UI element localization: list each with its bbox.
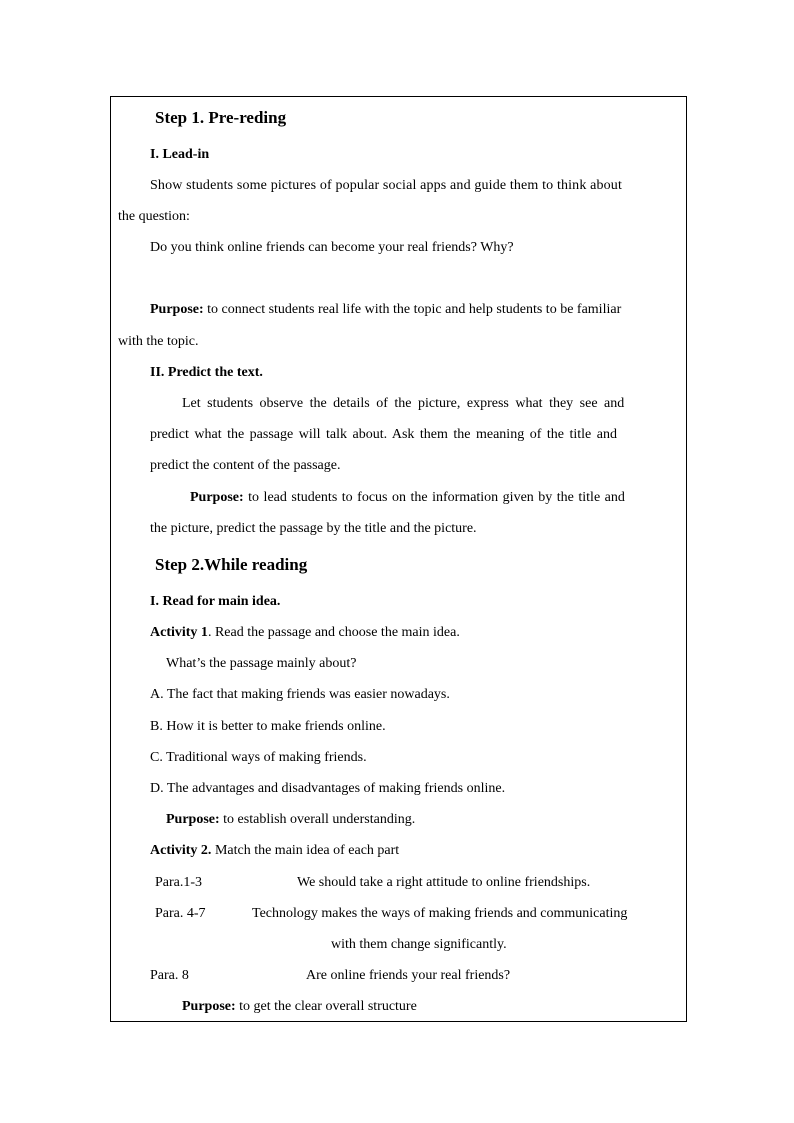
purpose-text: to connect students real life with the topic and help students to be familiar	[207, 302, 622, 317]
match-idea-1: We should take a right attitude to online friendships.	[297, 875, 591, 890]
match-idea-2-cont: with them change significantly.	[331, 937, 507, 952]
predict-line2: predict what the passage will talk about. Ask them the meaning of the title and	[150, 427, 617, 442]
leadin-purpose-line2: with the topic.	[118, 334, 199, 349]
option-c: C. Traditional ways of making friends.	[150, 750, 367, 765]
purpose-text: to lead students to focus on the information given by the title and	[248, 490, 625, 505]
activity2-line	[150, 843, 399, 859]
step1-heading: Step 1. Pre-reding	[155, 108, 287, 127]
purpose-label: Purpose:	[150, 302, 204, 317]
match-para-1: Para.1-3	[155, 875, 203, 890]
main-idea-title: I. Read for main idea.	[150, 594, 281, 609]
predict-title: II. Predict the text.	[150, 365, 263, 380]
match-para-2: Para. 4-7	[155, 906, 206, 921]
match-idea-3: Are online friends your real friends?	[306, 968, 511, 983]
predict-line3: predict the content of the passage.	[150, 458, 341, 473]
activity2-text: Match the main idea of each part	[214, 843, 400, 858]
leadin-line1-text: Show students some pictures of popular social apps and guide them to think about	[150, 178, 622, 193]
leadin-line1	[150, 178, 678, 194]
activity1-question: What’s the passage mainly about?	[166, 656, 357, 671]
purpose-label: Purpose:	[182, 999, 236, 1014]
match-para-3: Para. 8	[150, 968, 189, 983]
leadin-purpose	[150, 302, 621, 318]
match-idea-2: Technology makes the ways of making friends and communicating	[252, 906, 628, 921]
leadin-line2: the question:	[118, 209, 190, 224]
activity1-text: . Read the passage and choose the main idea.	[207, 625, 460, 640]
predict-line1: Let students observe the details of the picture, express what they see and	[182, 396, 625, 411]
activity2-label: Activity 2.	[150, 843, 212, 858]
option-a: A. The fact that making friends was easier nowadays.	[150, 687, 450, 702]
leadin-title: I. Lead-in	[150, 147, 210, 162]
activity1-label: Activity 1	[150, 625, 208, 640]
leadin-question: Do you think online friends can become your real friends? Why?	[150, 240, 514, 255]
predict-purpose	[190, 490, 625, 506]
purpose-text: to get the clear overall structure	[239, 999, 417, 1014]
purpose-label: Purpose:	[166, 812, 220, 827]
purpose-label: Purpose:	[190, 490, 244, 505]
purpose-text: to establish overall understanding.	[223, 812, 416, 827]
step2-heading: Step 2.While reading	[155, 555, 308, 574]
option-b: B. How it is better to make friends online.	[150, 719, 386, 734]
option-d: D. The advantages and disadvantages of making friends online.	[150, 781, 506, 796]
activity1-purpose	[166, 812, 415, 828]
activity2-purpose	[182, 999, 417, 1015]
activity1-line	[150, 625, 460, 641]
predict-purpose-line2: the picture, predict the passage by the title and the picture.	[150, 521, 477, 536]
